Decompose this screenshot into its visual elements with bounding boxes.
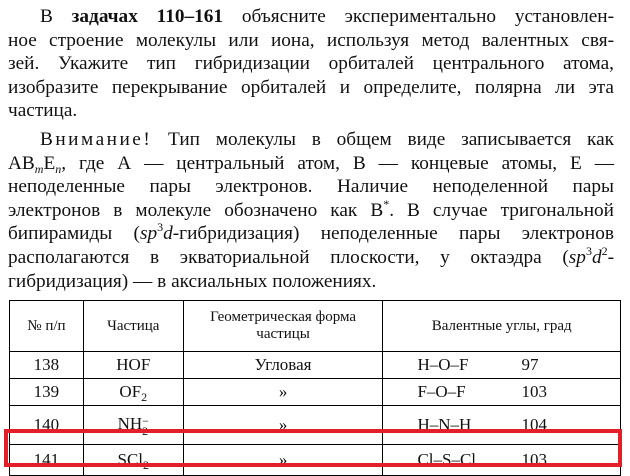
header-shape: Геометрическая форма частицы <box>183 301 383 352</box>
bond-label: F–O–F <box>417 382 466 401</box>
angle-value: 103 <box>521 450 547 469</box>
angle-value: 97 <box>521 355 539 374</box>
note-line-2: $AB_mE_n$, где А — центральный атом, В — концевые атомы, Е — <box>8 152 614 176</box>
header-particle: Частица <box>83 301 183 352</box>
header-angles: Валентные углы, град <box>383 301 621 352</box>
geometry-shape: » <box>183 406 383 445</box>
note-line-3: неподеленные пары электронов. Наличие неподеленной пары <box>8 176 614 198</box>
note-line-1: Внимание! Тип молекулы в общем виде записывается как <box>40 129 614 150</box>
geometry-shape: » <box>183 379 383 406</box>
geometry-shape: » <box>183 445 383 476</box>
table-row-highlighted <box>10 445 621 476</box>
note-line-5: бипирамиды $(sp^3d-гибридизация)$ неподеленные пары электронов <box>8 220 614 245</box>
row-number: 138 <box>10 352 84 379</box>
table-header-row <box>10 301 621 352</box>
particle-formula: NH − 2 <box>83 406 183 445</box>
attention-note <box>8 128 614 293</box>
bond-label: H–O–F <box>417 355 469 374</box>
particle-formula: SCl$_2$ <box>83 445 183 476</box>
bond-angle-cell <box>383 406 621 445</box>
header-number: № п/п <box>10 301 84 352</box>
note-line-6: располагаются в экваториальной плоскости, у октаэдра ($sp^3d^2-$ <box>8 243 614 268</box>
instructions-line-2: ное строение молекулы или иона, используя метод валентных свя- <box>8 29 614 51</box>
note-line-7: гибридизация) — в аксиальных положениях. <box>8 270 377 292</box>
row-number: 139 <box>10 379 84 406</box>
geometry-shape: Угловая <box>183 352 383 379</box>
bond-angle-cell <box>383 445 621 476</box>
particles-table <box>9 300 621 476</box>
instructions-line-3: зей. Укажите тип гибридизации орбиталей центрального атома, <box>8 53 614 75</box>
table-row <box>10 406 621 445</box>
table-row <box>10 379 621 406</box>
note-line-4: электронов в молекуле обозначено как B*. В случае тригональной <box>8 196 615 221</box>
angle-value: 104 <box>521 415 547 434</box>
bond-angle-cell <box>383 379 621 406</box>
bond-label: Cl–S–Cl <box>417 450 477 469</box>
angle-value: 103 <box>521 382 547 401</box>
row-number: 140 <box>10 406 84 445</box>
particle-formula: $OF_2$ <box>83 379 183 406</box>
instructions-line-1: В задачах 110–161 объясните экспериментально установлен- <box>40 6 614 27</box>
instructions-line-5: частица. <box>8 100 78 122</box>
row-number: 141 <box>10 445 84 476</box>
bond-angle-cell <box>383 352 621 379</box>
task-range: задачах 110–161 <box>71 6 224 27</box>
particle-formula: HOF <box>83 352 183 379</box>
table-row <box>10 352 621 379</box>
instructions-line-4: изобразите перекрывание орбиталей и определите, полярна ли эта <box>8 76 614 98</box>
attention-label: Внимание! <box>40 129 153 150</box>
bond-label: H–N–H <box>417 415 472 434</box>
task-instructions <box>8 5 614 123</box>
